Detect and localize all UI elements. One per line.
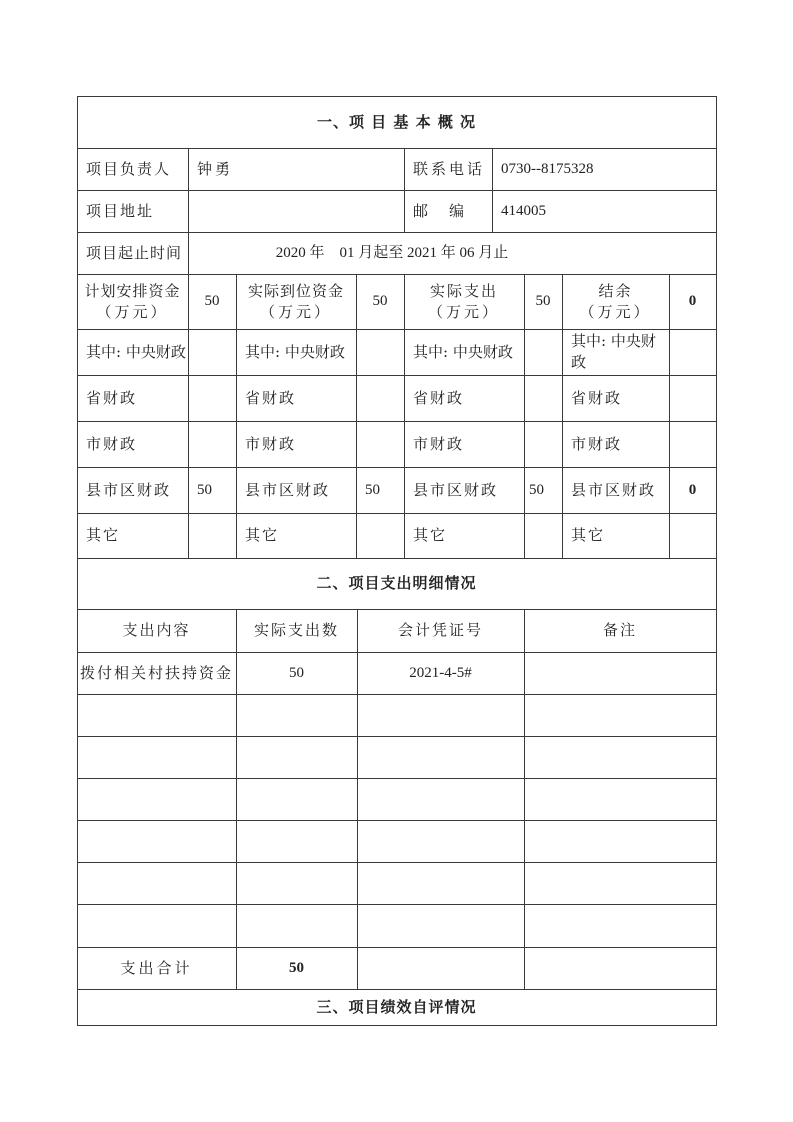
breakdown-value [669,375,716,421]
expense-voucher [357,821,524,863]
breakdown-value: 0 [688,481,697,498]
grid-line-h [77,694,717,695]
address-label: 项目地址 [86,201,155,220]
expense-total-label: 支出合计 [120,958,193,977]
breakdown-value [524,421,562,467]
expense-header-amount: 实际支出数 [253,621,339,639]
grid-line-v [404,274,405,559]
breakdown-label: 其中: 中央财政 [86,342,186,361]
fund-value-planned: 50 [204,293,220,309]
fund-label-line1: 结余 [598,281,633,300]
breakdown-value [524,513,562,558]
breakdown-label: 其中: 中央财政 [413,342,513,361]
grid-line-h [77,96,717,97]
expense-amount [236,694,357,736]
breakdown-label: 市财政 [413,434,465,453]
expense-voucher [357,863,524,905]
expense-content [77,905,236,947]
breakdown-label: 县市区财政 [571,480,657,499]
expense-voucher [357,778,524,820]
grid-line-h [77,1025,717,1026]
fund-label-line2: （万元） [427,302,500,321]
expense-amount [236,778,357,820]
breakdown-label: 市财政 [571,434,623,453]
grid-line-h [77,736,717,737]
breakdown-value [356,513,404,558]
postcode-value: 414005 [501,202,546,219]
grid-line-h [77,652,717,653]
expense-amount [236,905,357,947]
breakdown-value [356,329,404,375]
breakdown-label: 省财政 [245,388,297,407]
grid-line-h [77,904,717,905]
expense-voucher: 2021-4-5# [409,664,472,681]
expense-content [77,821,236,863]
grid-line-v [236,609,237,990]
expense-content [77,863,236,905]
breakdown-label: 省财政 [86,388,138,407]
fund-value-balance: 0 [688,293,697,309]
section3-title: 三、项目绩效自评情况 [316,997,477,1016]
grid-line-v [356,274,357,559]
breakdown-value [356,421,404,467]
breakdown-label: 其它 [413,526,448,544]
breakdown-value [188,375,236,421]
grid-line-h [77,274,717,275]
breakdown-value [669,513,716,558]
grid-line-h [77,989,717,990]
expense-note [524,778,716,820]
address-value [188,190,404,232]
grid-line-h [77,820,717,821]
grid-line-v [524,274,525,559]
grid-line-h [77,148,717,149]
grid-line-v [562,274,563,559]
grid-line-v [404,148,405,233]
section1-title: 一、项 目 基 本 概 况 [316,112,477,131]
expense-voucher [357,905,524,947]
breakdown-value: 50 [529,481,544,498]
grid-line-h [77,421,717,422]
expense-amount [236,821,357,863]
grid-line-v [188,148,189,233]
grid-line-h [77,513,717,514]
grid-line-h [77,375,717,376]
period-value: 2020 年 01 月起至 2021 年 06 月止 [275,244,509,261]
expense-voucher [357,694,524,736]
breakdown-value [188,513,236,558]
breakdown-label: 其它 [571,526,606,544]
breakdown-label: 市财政 [245,434,297,453]
breakdown-label: 县市区财政 [413,480,499,499]
grid-line-v [188,232,189,275]
breakdown-label: 县市区财政 [86,480,172,499]
fund-label-received [236,274,356,329]
expense-total-note [524,947,716,989]
expense-note [524,863,716,905]
breakdown-label: 省财政 [571,388,623,407]
breakdown-label: 市财政 [86,434,138,453]
expense-amount: 50 [289,664,304,681]
grid-line-h [77,558,717,559]
fund-label-line2: （万元） [579,302,652,321]
expense-total-voucher [357,947,524,989]
expense-note [524,736,716,778]
fund-label-line1: 实际到位资金 [247,281,344,300]
breakdown-value [188,421,236,467]
fund-label-spent [404,274,524,329]
expense-amount [236,736,357,778]
grid-line-h [77,947,717,948]
fund-label-planned [77,274,188,329]
phone-value: 0730--8175328 [501,160,594,177]
period-label: 项目起止时间 [86,243,183,262]
grid-line-v [524,609,525,990]
fund-value-spent: 50 [535,293,551,309]
grid-line-v [77,96,78,1026]
grid-line-h [77,609,717,610]
phone-label: 联系电话 [413,159,486,178]
expense-amount [236,863,357,905]
fund-label-line1: 计划安排资金 [84,281,181,300]
fund-label-balance [562,274,669,329]
expense-total-value: 50 [289,959,304,976]
grid-line-v [716,96,717,1026]
fund-label-line2: （万元） [259,302,332,321]
grid-line-h [77,329,717,330]
breakdown-value: 50 [365,481,380,498]
expense-note [524,694,716,736]
grid-line-v [669,274,670,559]
breakdown-label: 省财政 [413,388,465,407]
responsible-value: 钟勇 [197,159,234,178]
grid-line-v [236,274,237,559]
fund-value-received: 50 [372,293,388,309]
expense-content [77,736,236,778]
fund-label-line1: 实际支出 [429,281,498,300]
breakdown-value [524,329,562,375]
grid-line-h [77,190,717,191]
breakdown-value [188,329,236,375]
grid-line-h [77,862,717,863]
grid-line-v [492,148,493,233]
breakdown-label: 其它 [86,526,121,544]
postcode-label: 邮 编 [413,201,468,220]
expense-content: 拨付相关村扶持资金 [79,663,233,682]
breakdown-value [356,375,404,421]
expense-header-note: 备注 [602,621,637,639]
expense-voucher [357,736,524,778]
section2-title: 二、项目支出明细情况 [316,574,477,592]
expense-header-content: 支出内容 [122,621,191,639]
expense-content [77,694,236,736]
breakdown-label: 县市区财政 [245,480,331,499]
breakdown-label: 其中: 中央财政 [571,332,656,371]
fund-label-line2: （万元） [96,302,169,321]
responsible-label: 项目负责人 [86,159,172,178]
grid-line-h [77,467,717,468]
grid-line-h [77,232,717,233]
grid-line-v [357,609,358,990]
breakdown-value [669,329,716,375]
expense-note [524,652,716,694]
grid-line-h [77,778,717,779]
breakdown-value: 50 [197,481,212,498]
expense-content [77,778,236,820]
expense-header-voucher: 会计凭证号 [397,621,483,639]
grid-line-v [188,274,189,559]
breakdown-label: 其它 [245,526,280,544]
breakdown-value [669,421,716,467]
expense-note [524,821,716,863]
expense-note [524,905,716,947]
breakdown-label: 其中: 中央财政 [245,342,345,361]
breakdown-value [524,375,562,421]
